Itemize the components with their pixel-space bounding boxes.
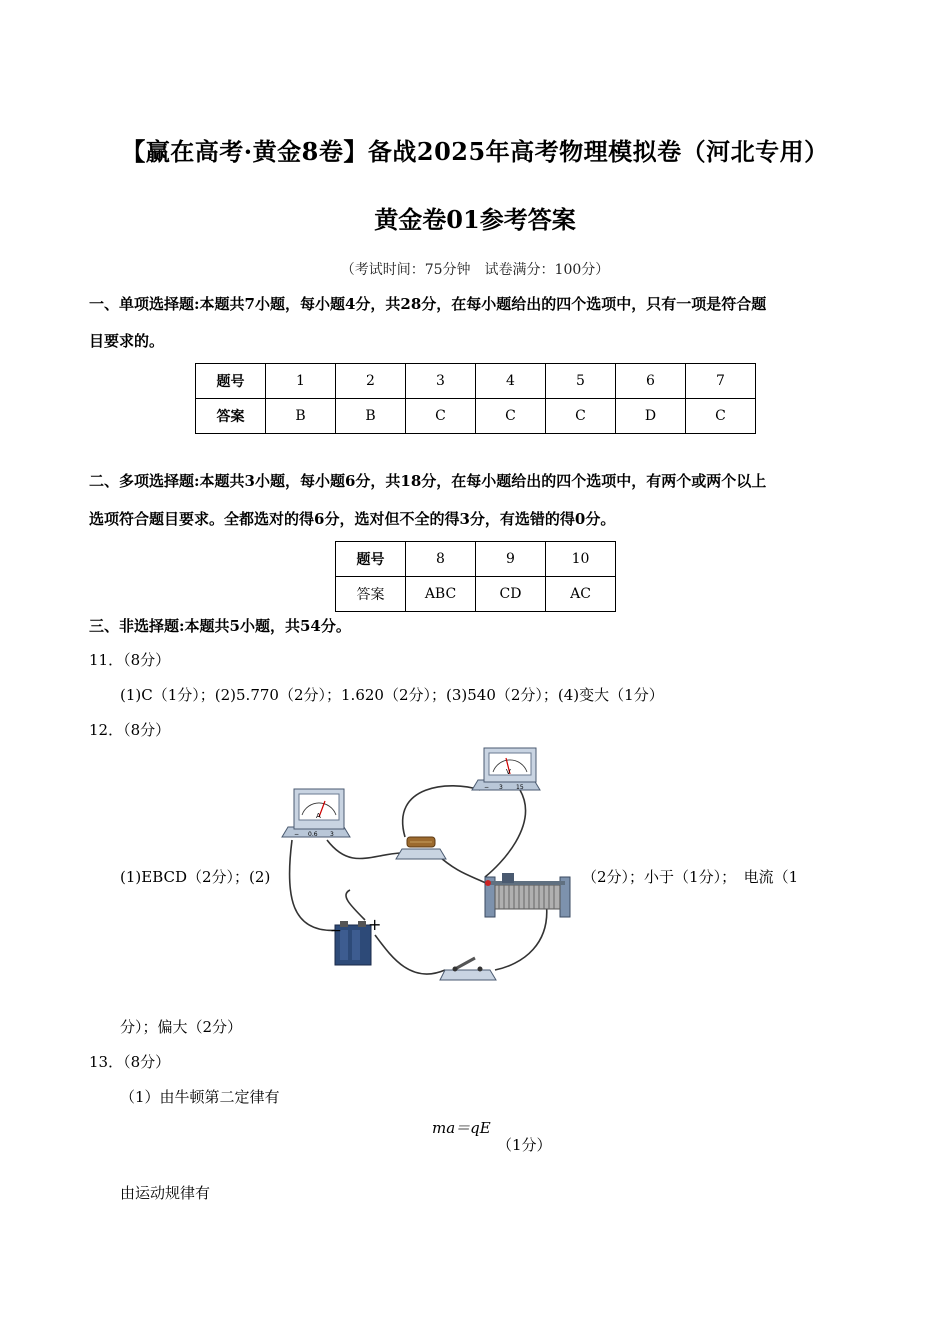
voltmeter-scale-1: 3 (499, 784, 503, 791)
q13-part1: （1）由牛顿第二定律有 (120, 1088, 280, 1106)
table-cell: 2 (336, 364, 406, 399)
section2-heading-line1: 二、多项选择题:本题共3小题，每小题6分，共18分，在每小题给出的四个选项中，有两个或两个以上 (89, 472, 767, 490)
battery-minus: − (330, 923, 342, 939)
q13-score: （1分） (497, 1136, 552, 1154)
document-title: 【赢在高考·黄金8卷】备战2025年高考物理模拟卷（河北专用） (121, 137, 829, 166)
table-cell: 8 (406, 542, 476, 577)
ammeter-letter: A (316, 812, 321, 820)
wire (403, 786, 480, 837)
q13-label: 13．（8分） (89, 1053, 171, 1071)
table-cell: AC (546, 577, 616, 612)
circuit-diagram (280, 745, 585, 990)
table-cell: D (616, 399, 686, 434)
table-cell: CD (476, 577, 546, 612)
q11-label: 11．（8分） (89, 651, 171, 669)
ammeter-scale-1: 0.6 (308, 831, 318, 838)
table-cell: 4 (476, 364, 546, 399)
rheostat-icon (485, 873, 570, 917)
section2-answer-table (335, 541, 616, 612)
voltmeter-scale-2: 15 (516, 784, 524, 791)
switch-icon (440, 958, 496, 980)
section2-heading-line2: 选项符合题目要求。全都选对的得6分，选对但不全的得3分，有选错的得0分。 (89, 510, 616, 528)
exam-info: （考试时间：75分钟 试卷满分：100分） (340, 262, 610, 278)
battery-plus: + (368, 915, 382, 934)
table-row-answers (336, 577, 616, 612)
row-label-q: 题号 (196, 364, 266, 399)
table-cell: C (546, 399, 616, 434)
wire (485, 790, 525, 877)
section1-heading-line1: 一、单项选择题:本题共7小题，每小题4分，共28分，在每小题给出的四个选项中，只有一项是符合题 (89, 295, 767, 313)
table-cell: B (266, 399, 336, 434)
q11-answer: (1)C（1分）；(2)5.770（2分）；1.620（2分）；(3)540（2分）；(4)变大（1分） (120, 686, 664, 704)
table-cell: C (406, 399, 476, 434)
table-cell: 1 (266, 364, 336, 399)
table-row-questions (196, 364, 756, 399)
section3-heading: 三、非选择题:本题共5小题，共54分。 (89, 617, 351, 635)
voltmeter-minus: − (484, 784, 490, 791)
table-cell: 10 (546, 542, 616, 577)
table-row-answers (196, 399, 756, 434)
q12-right-text: （2分）；小于（1分）； 电流（1 (582, 868, 799, 886)
q13-equation: ma＝qE (432, 1119, 491, 1137)
voltmeter-letter: V (506, 768, 511, 776)
document-subtitle: 黄金卷01参考答案 (374, 205, 576, 234)
table-cell: C (476, 399, 546, 434)
section1-heading-line2: 目要求的。 (89, 332, 165, 350)
resistor-icon (396, 837, 446, 859)
row-label-a: 答案 (196, 399, 266, 434)
ammeter-minus: − (294, 831, 300, 838)
table-row-questions (336, 542, 616, 577)
wire (289, 840, 340, 930)
row-label-q: 题号 (336, 542, 406, 577)
ammeter-icon (282, 789, 350, 838)
q12-label: 12．（8分） (89, 721, 171, 739)
wire (375, 935, 445, 974)
table-cell: 3 (406, 364, 476, 399)
wire (346, 890, 365, 920)
section1-answer-table (195, 363, 756, 434)
voltmeter-icon (472, 748, 540, 791)
q12-left-text: (1)EBCD（2分）；(2) (120, 868, 271, 886)
q12-cont-text: 分）；偏大（2分） (120, 1018, 243, 1036)
table-cell: 6 (616, 364, 686, 399)
wire (327, 840, 400, 859)
row-label-a: 答案 (336, 577, 406, 612)
table-cell: 5 (546, 364, 616, 399)
table-cell: B (336, 399, 406, 434)
ammeter-scale-2: 3 (330, 831, 334, 838)
table-cell: 9 (476, 542, 546, 577)
q13-next: 由运动规律有 (120, 1184, 211, 1202)
battery-icon (330, 915, 381, 965)
table-cell: 7 (686, 364, 756, 399)
table-cell: C (686, 399, 756, 434)
table-cell: ABC (406, 577, 476, 612)
